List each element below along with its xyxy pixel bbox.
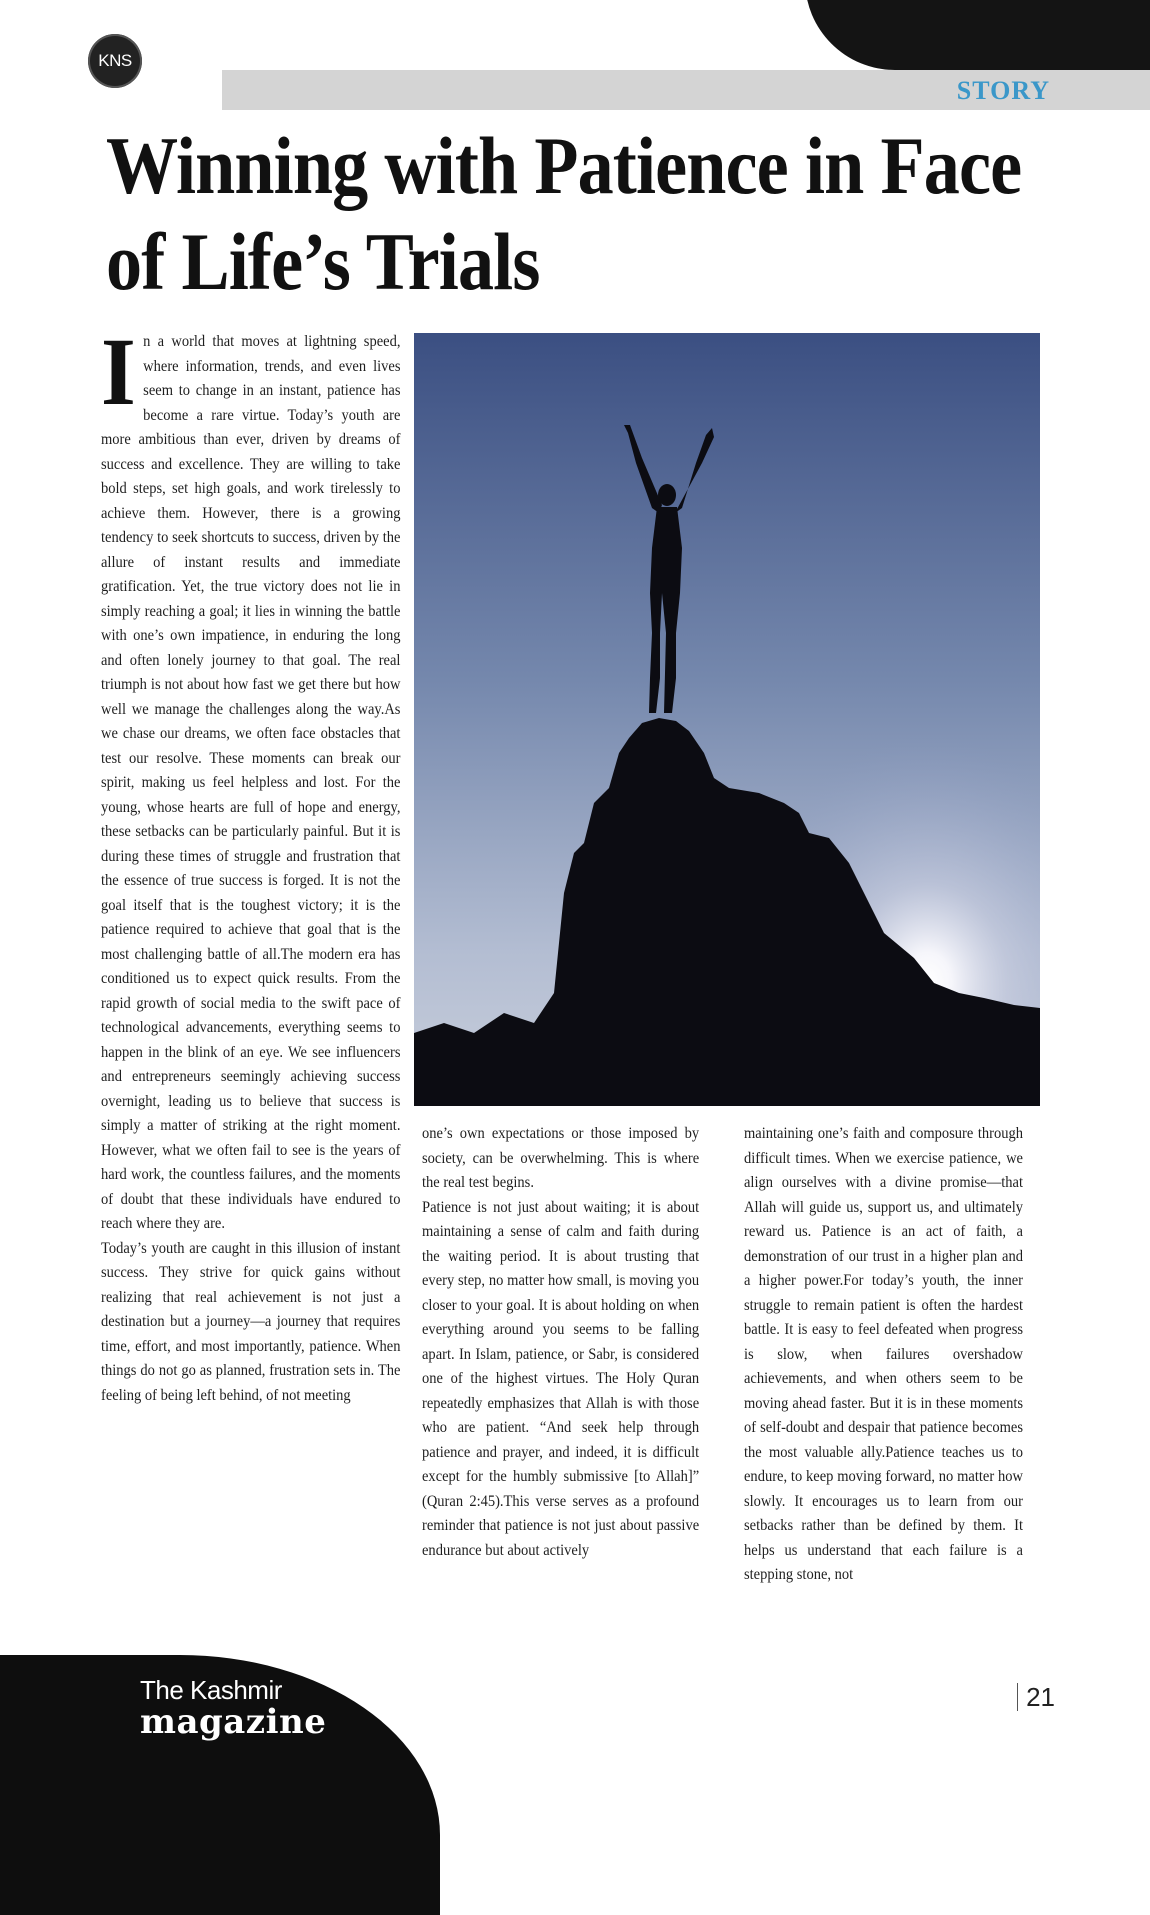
paragraph: Patience is not just about waiting; it is about maintaining a sense of calm and faith during the waiting period. It is about trusting that every step, no matter how small, is moving you closer to your goal. It is about holding on when everything around you seems to be falling apart. In Islam, patience, or Sabr, is considered one of the highest virtues. The Holy Quran repeatedly emphasizes that Allah is with those who are patient. “And seek help through patience and prayer, and indeed, it is difficult except for the humbly submissive [to Allah]” (Quran 2:45).This verse serves as a profound reminder that patience is not just about passive endurance but about actively — [422, 1198, 700, 1559]
publisher-badge: KNS — [88, 34, 142, 88]
page-number: 21 — [1017, 1683, 1055, 1711]
magazine-logo — [140, 1676, 326, 1740]
paragraph: one’s own expectations or those imposed by society, can be overwhelming. This is where the real test begins. — [422, 1125, 700, 1191]
magazine-logo-bottom: magazine — [140, 1702, 327, 1742]
dropcap: I — [101, 318, 136, 425]
paragraph: Today’s youth are caught in this illusion of instant success. They strive for quick gains without realizing that real achievement is not just a destination but a journey—a journey that requires time, effort, and most importantly, patience. When things do not go as planned, frustration sets in. The feeling of being left behind, of not meeting — [101, 1239, 401, 1404]
headline: Winning with Patience in Face of Life’s Trials — [106, 120, 1022, 307]
silhouette-on-peak-image — [414, 333, 1040, 1106]
paragraph: n a world that moves at lightning speed, where information, trends, and even lives seem to change in an instant, patience has become a rare virtue. Today’s youth are more ambitious than ever, driven by dreams of success and excellence. They are willing to take bold steps, set high goals, and work tirelessly to achieve them. However, there is a growing tendency to seek shortcuts to success, driven by the allure of instant results and immediate gratification. Yet, the true victory does not lie in simply reaching a goal; it lies in winning the battle with one’s own impatience, in enduring the long and often lonely journey to that goal. The real triumph is not about how fast we get there but how well we manage the challenges along the way.As we chase our dreams, we often face obstacles that test our resolve. These moments can break our spirit, making us feel helpless and lost. For the young, whose hearts are full of hope and energy, these setbacks can be particularly painful. But it is during these times of struggle and frustration that the essence of true success is forged. It is not the goal itself that is the toughest victory; it is the patience required to achieve that goal that is the most challenging battle of all.The modern era has conditioned us to expect quick results. From the rapid growth of social media to the swift pace of technological advancements, everything seems to happen in the blink of an eye. We see influencers and entrepreneurs seemingly achieving success overnight, leading us to believe that success is simply a matter of striking at the right moment. However, what we often fail to see is the years of hard work, the countless failures, and the moments of doubt that these individuals have endured to reach where they are. — [101, 333, 401, 1232]
magazine-logo-top: The Kashmir — [140, 1675, 282, 1705]
article-column-2 — [422, 1122, 699, 1563]
paragraph: maintaining one’s faith and composure through difficult times. When we exercise patience, we align ourselves with a divine promise—that Allah will guide us, support us, and ultimately reward us. Patience is an act of faith, a demonstration of our trust in a higher plan and a higher power.For today’s youth, the inner struggle to remain patient is often the hardest battle. It is easy to feel defeated when progress is slow, when failures overshadow achievements, and when others seem to be moving ahead faster. But it is in these moments of self-doubt and despair that patience becomes the most valuable ally.Patience teaches us to endure, to keep moving forward, no matter how slowly. It encourages us to learn from our setbacks rather than be defined by them. It helps us understand that each failure is a stepping stone, not — [744, 1125, 1023, 1583]
article-photo — [414, 333, 1040, 1106]
article-column-1 — [101, 318, 401, 1408]
section-label: STORY — [956, 76, 1050, 105]
article-column-3 — [744, 1122, 1023, 1588]
corner-decoration — [805, 0, 1150, 70]
